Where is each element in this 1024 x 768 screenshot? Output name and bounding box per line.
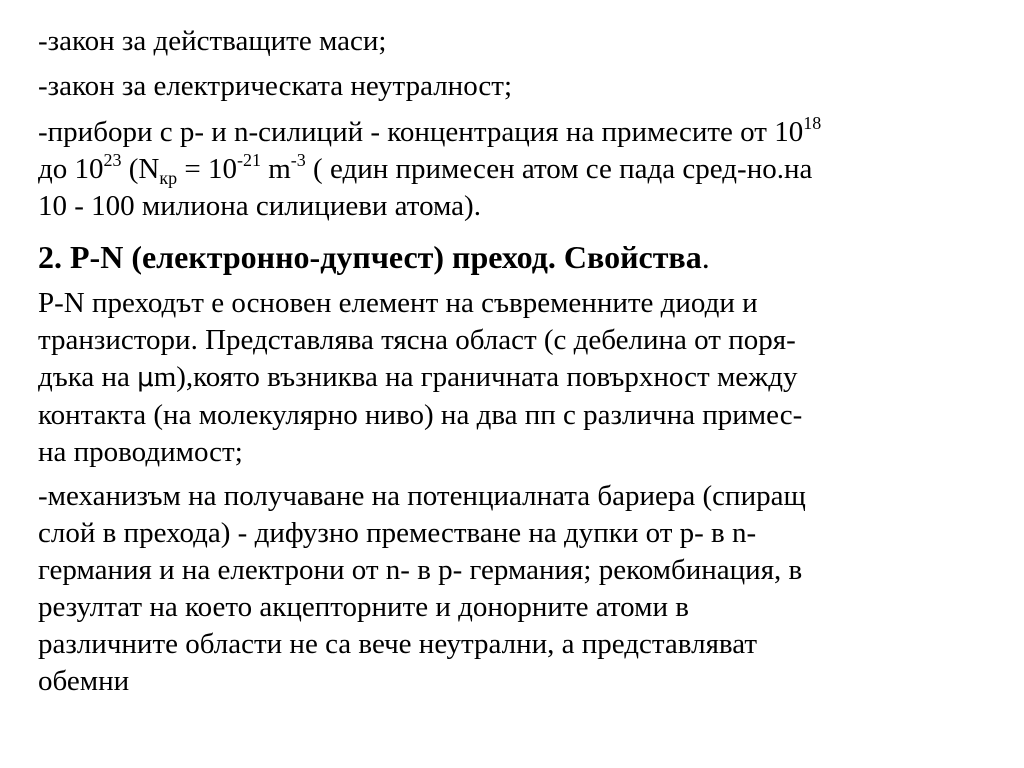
mechanism-line-2: слой в прехода) - дифузно преместване на дупки от p- в n- [38, 517, 757, 549]
mechanism-line-5: различните области не са вече неутрални, а представляват [38, 628, 758, 660]
mechanism-line-4: резултат на което акцепторните и донорните атоми в [38, 591, 689, 623]
text-run: (N [121, 153, 160, 185]
exponent: 18 [803, 113, 822, 133]
pn-line-1: P-N преходът е основен елемент на съвременните диоди и [38, 287, 758, 319]
text-run: = 10 [177, 153, 237, 185]
mu-symbol: μ [137, 363, 154, 393]
pn-line-3 [38, 359, 1024, 397]
text-run: ( един примесен атом се пада сред-но.на [305, 153, 813, 185]
exponent: -3 [290, 150, 306, 170]
bullet-devices [38, 114, 1024, 225]
text-run: m [260, 153, 291, 185]
devices-line-3: 10 - 100 милиона силициеви атома). [38, 190, 481, 222]
devices-line-1 [38, 113, 1024, 151]
section-heading [38, 237, 710, 277]
pn-line-5: на проводимост; [38, 436, 243, 468]
pn-line-2: транзистори. Представлява тясна област (с дебелина от поря- [38, 324, 796, 356]
exponent: -21 [236, 150, 261, 170]
bullet-law-neutrality [38, 68, 1024, 105]
bullet-text: -закон за електрическата неутралност; [38, 70, 513, 102]
pn-junction-paragraph [38, 285, 1024, 471]
mechanism-line-3: германия и на електрони от n- в p- германия; рекомбинация, в [38, 554, 803, 586]
bullet-law-mass-action [38, 23, 1024, 60]
pn-line-4: контакта (на молекулярно ниво) на два пп с различна примес- [38, 399, 803, 431]
bullet-text: -закон за действащите маси; [38, 25, 387, 57]
mechanism-line-6: обемни [38, 665, 130, 697]
exponent: 23 [103, 150, 122, 170]
heading-dot: . [701, 239, 710, 275]
subscript: кр [159, 168, 178, 188]
heading-text: 2. P-N (електронно-дупчест) преход. Свойства [38, 239, 702, 275]
text-run: дъка на [38, 361, 138, 393]
mechanism-paragraph [38, 478, 1024, 700]
mechanism-line-1: -механизъм на получаване на потенциалната бариера (спиращ [38, 480, 806, 512]
devices-line-2 [38, 150, 1024, 188]
text-run: -прибори с p- и n-силиций - концентрация на примесите от 10 [38, 116, 804, 148]
text-run: m),която възниква на граничната повърхност между [153, 361, 798, 393]
text-run: до 10 [38, 153, 104, 185]
